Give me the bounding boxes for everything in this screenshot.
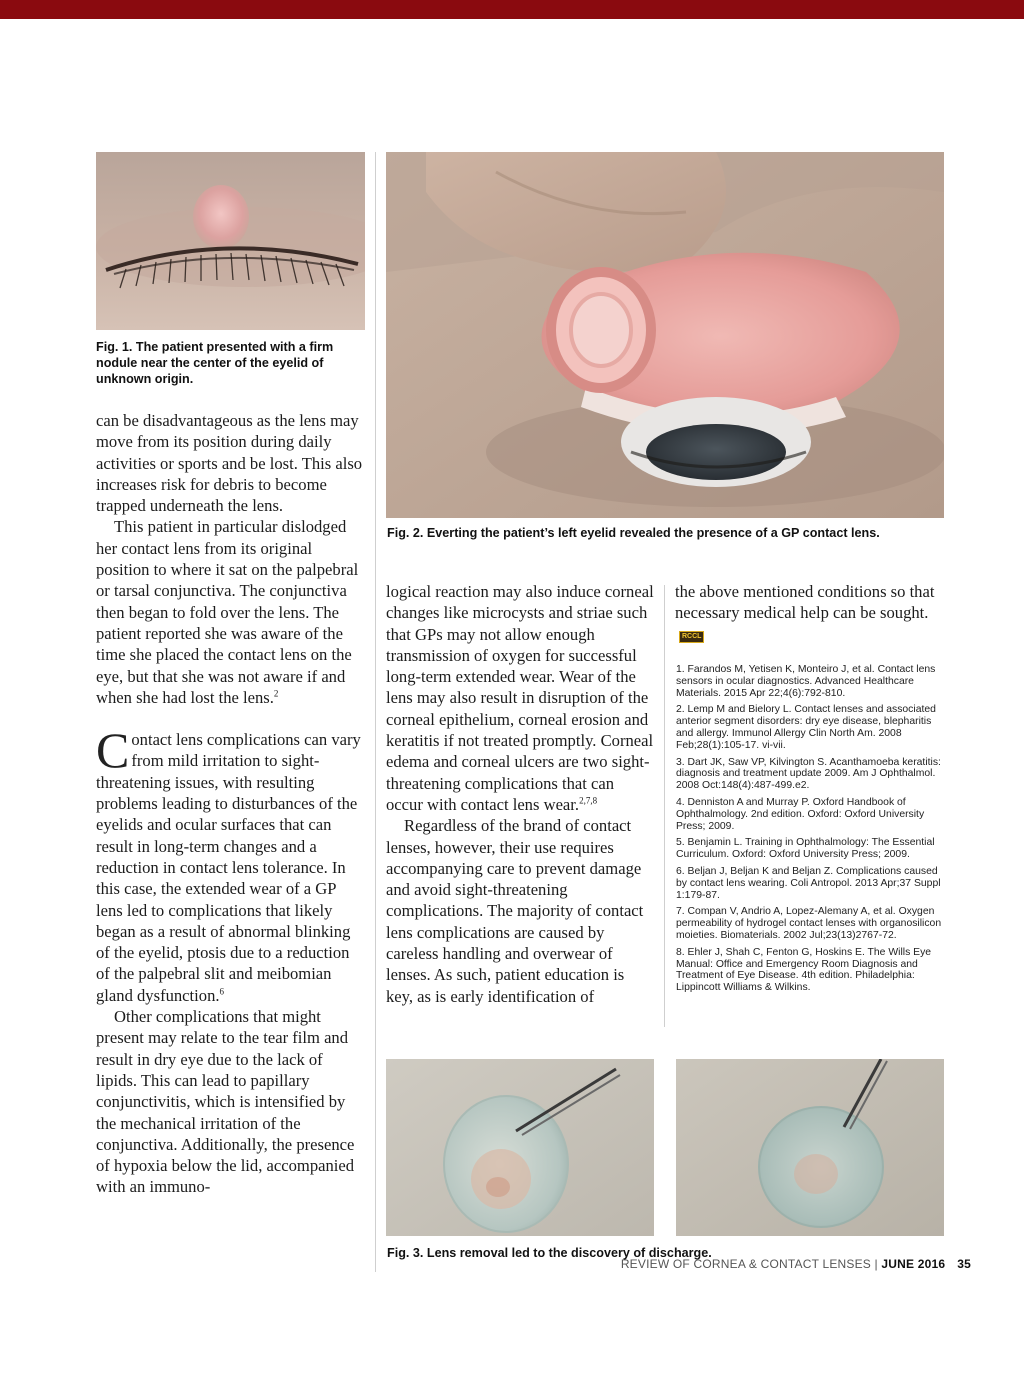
reference-item: 5. Benjamin L. Training in Ophthalmology: The Essential Curriculum. Oxford: Oxford University Press; 2009. (676, 837, 935, 861)
publication-name: REVIEW OF CORNEA & CONTACT LENSES | (620, 1257, 882, 1271)
page-footer (621, 1257, 971, 1271)
reference-superscript: 6 (219, 986, 225, 997)
column-3-text (675, 581, 943, 645)
col3-paragraph-1: the above mentioned conditions so that necessary medical help can be sought.RCCL (675, 581, 943, 645)
closed-eyelid-image (96, 152, 365, 330)
reference-item: 7. Compan V, Andrio A, Lopez-Alemany A, et al. Oxygen permeability of hydrogel contact lenses with organosilicon moieties. Biomaterials. 2002 Jul;23(13)2767-72. (676, 906, 942, 941)
column-1-text (96, 410, 364, 1198)
drop-cap: C (96, 722, 130, 779)
fig1-photo (96, 152, 365, 330)
col2-paragraph-1: logical reaction may also induce corneal changes like microcysts and striae such that GPs may not allow enough transmission of oxygen for successful long-term extended wear. Wear of the lens may also result in disruption of the corneal epithelium, corneal erosion and keratitis if not treated promptly. Corneal edema and corneal ulcers are two sight-threatening complications that can occur with contact lens wear.$^{2,7,8}$ (386, 582, 654, 814)
fig2-photo (386, 152, 944, 518)
reference-item: 4. Denniston A and Murray P. Oxford Handbook of Ophthalmology. 2nd edition. Oxford: Oxford University Press; 2009. (676, 796, 925, 832)
column-divider (375, 152, 376, 1272)
reference-item: 2. Lemp M and Bielory L. Contact lenses and associated anterior segment disorders: dry eye disease, blepharitis and allergy. Immunol Allergy Clin North Am. 2008 Feb;28(1):105-17. vi-vii. (676, 704, 936, 751)
top-color-bar (0, 0, 1024, 19)
issue-date: JUNE 2016 (881, 1257, 946, 1271)
reference-list (676, 664, 944, 999)
reference-item: 1. Farandos M, Yetisen K, Monteiro J, et al. Contact lens sensors in ocular diagnostics. Advanced Healthcare Materials. 2015 Apr 22;4(6):792-810. (676, 664, 936, 699)
col1-paragraph-2: This patient in particular dislodged her contact lens from its original position to where it sat on the palpebral or tarsal conjunctiva. The conjunctiva then began to fold over the lens. The patient reported she was aware of the time she placed the contact lens on the eye, but that she was not aware if and when she had lost the lens.$^2$ (96, 517, 359, 707)
column-divider (664, 585, 665, 1027)
reference-item: 8. Ehler J, Shah C, Fenton G, Hoskins E. The Wills Eye Manual: Office and Emergency Room Diagnosis and Treatment of Eye Disease. 4th edition. Philadelphia: Lippincott Williams & Wilkins. (676, 946, 932, 994)
col1-paragraph-4: Other complications that might present may relate to the tear film and result in dry eye due to the lack of lipids. This can lead to papillary conjunctivitis, which is intensified by the mechanical irritation of the conjunctiva. Additionally, the presence of hypoxia below the lid, accompanied with an immuno- (96, 1007, 355, 1197)
fig3-caption: Fig. 3. Lens removal led to the discovery of discharge. (387, 1246, 712, 1260)
end-of-article-badge: RCCL (679, 631, 704, 643)
fig2-caption: Fig. 2. Everting the patient’s left eyelid revealed the presence of a GP contact lens. (387, 526, 880, 540)
everted-eyelid-image (386, 152, 944, 518)
col1-paragraph-3: Contact lens complications can vary from mild irritation to sight-threatening issues, with resulting problems leading to disturbances of the eyelids and ocular surfaces that can result in long-term changes and a reduction in contact lens tolerance. In this case, the extended wear of a GP lens led to complications that likely began as a result of abnormal blinking of the eyelid, ptosis due to a reduction of the palpebral slit and meibomian gland dysfunction.$^6$ (96, 722, 361, 1005)
reference-superscript: 2,7,8 (579, 795, 598, 806)
col1-paragraph-1: can be disadvantageous as the lens may move from its position during daily activities or sports and be lost. This also increases risk for debris to become trapped underneath the lens. (96, 411, 363, 516)
reference-item: 6. Beljan J, Beljan K and Beljan Z. Complications caused by contact lens wearing. Coli Antropol. 2013 Apr;37 Suppl 1:179-87. (676, 865, 941, 901)
lens-with-discharge-image-right (676, 1059, 944, 1236)
reference-superscript: 2 (273, 688, 279, 699)
fig1-caption: Fig. 1. The patient presented with a firm nodule near the center of the eyelid of unknown origin. (96, 340, 334, 386)
column-2-text (386, 581, 654, 1007)
col2-paragraph-2: Regardless of the brand of contact lenses, however, their use requires accompanying care to prevent damage and avoid sight-threatening complications. The majority of contact lens complications are caused by careless handling and overwear of lenses. As such, patient education is key, as is early identification of (386, 816, 644, 1006)
lens-with-discharge-image-left (386, 1059, 654, 1236)
fig3-photo-left (386, 1059, 654, 1236)
reference-item: 3. Dart JK, Saw VP, Kilvington S. Acanthamoeba keratitis: diagnosis and treatment update 2009. Am J Ophthalmol. 2008 Oct:148(4):487-499.e2. (676, 756, 941, 792)
fig3-photo-right (676, 1059, 944, 1236)
page-number: 35 (957, 1257, 971, 1271)
